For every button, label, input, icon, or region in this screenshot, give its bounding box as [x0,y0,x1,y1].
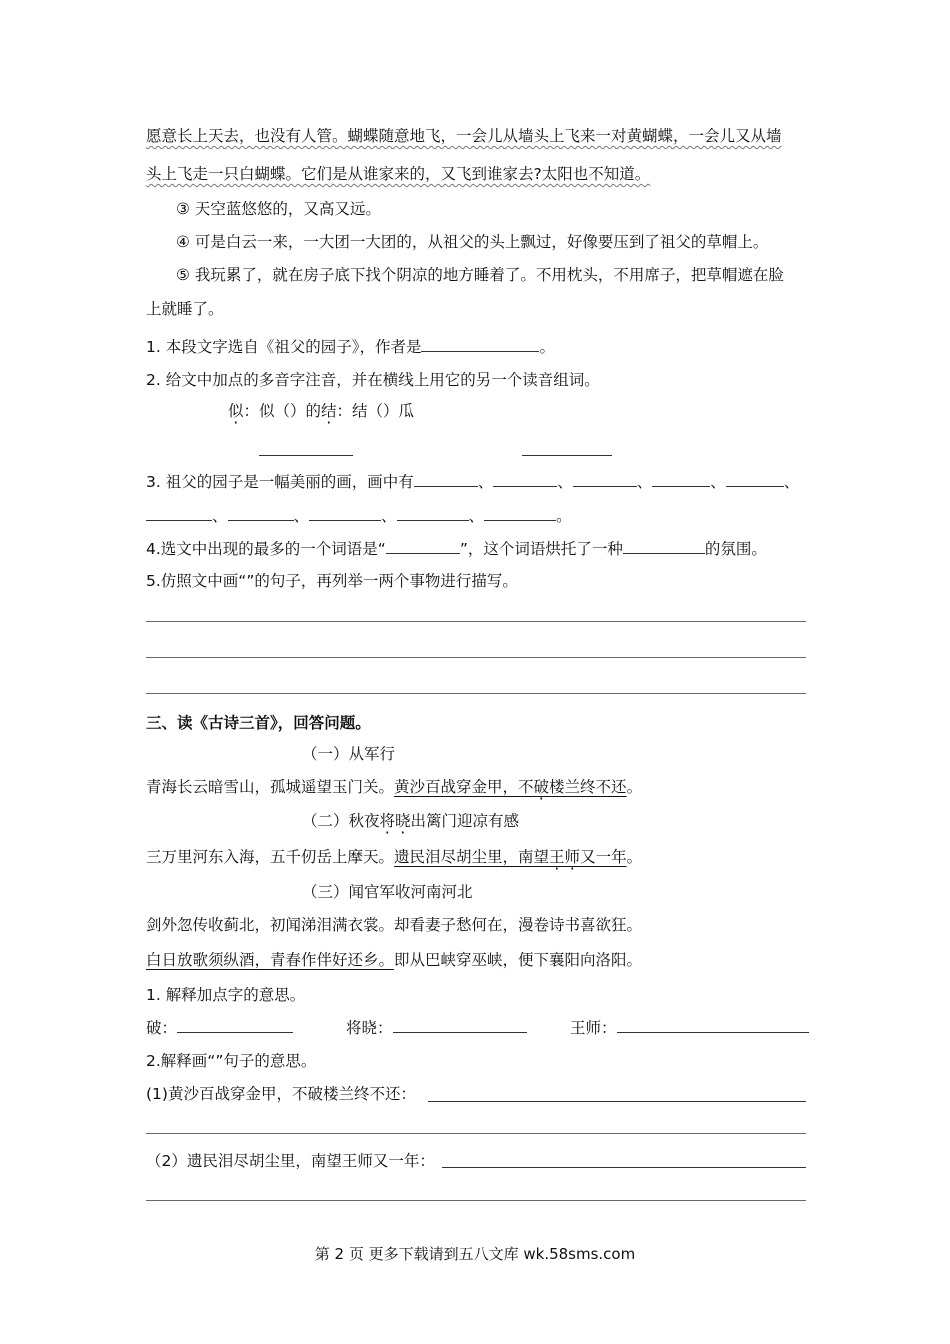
answer-blank[interactable] [177,1018,293,1033]
question-3-cont: 、 、 、 、 。 [146,506,572,526]
poem-1-text: 青海长云暗雪山，孤城遥望玉门关。黄沙百战穿金甲，不破楼兰终不还。 [146,778,643,796]
question-3: 3. 祖父的园子是一幅美丽的画，画中有 、 、 、 、 、 [146,473,800,491]
answer-blank[interactable] [652,472,710,487]
passage-para-5b: 上就睡了。 [146,300,224,318]
answer-blank[interactable] [493,472,557,487]
section-3-question-1: 1. 解释加点字的意思。 [146,986,306,1004]
poem-3-line-2: 白日放歌须纵酒，青春作伴好还乡。即从巴峡穿巫峡，便下襄阳向洛阳。 [146,951,643,969]
answer-blank[interactable] [421,337,539,352]
answer-blank[interactable] [573,472,637,487]
answer-blank[interactable] [484,506,556,521]
poem-2-text: 三万里河东入海，五千仞岳上摩天。遗民泪尽胡尘里，南望王师又一年。 [146,848,643,866]
answer-blank[interactable] [397,506,469,521]
poem-1-title: （一）从军行 [302,745,396,763]
section-3-title: 三、读《古诗三首》，回答问题。 [146,714,371,732]
poem-3-title: （三）闻官军收河南河北 [302,883,473,901]
answer-blank[interactable] [146,506,212,521]
passage-para-4: ④ 可是白云一来，一大团一大团的，从祖父的头上飘过，好像要压到了祖父的草帽上。 [176,233,769,251]
answer-blank[interactable] [393,1018,527,1033]
answer-line[interactable] [146,657,806,658]
page-footer: 第 2 页 更多下载请到五八文库 wk.58sms.com [314,1245,636,1263]
answer-blank[interactable] [228,506,294,521]
answer-line[interactable] [146,621,806,622]
passage-line-1: 愿意长上天去，也没有人管。蝴蝶随意地飞，一会儿从墙头上飞来一对黄蝴蝶，一会儿又从墙 [146,127,782,145]
poem-2-title: （二）秋夜将晓出篱门迎凉有感 [302,812,520,830]
define-wangshi: 王师： [570,1018,809,1038]
question-2-items: 似：似（）的结：结（）瓜 [228,402,415,420]
answer-line[interactable] [146,693,806,694]
section-3-question-2-2: （2）遗民泪尽胡尘里，南望王师又一年： [146,1152,435,1170]
answer-line[interactable] [442,1166,806,1168]
answer-blank-si[interactable] [259,454,353,456]
question-5: 5.仿照文中画“”的句子，再列举一两个事物进行描写。 [146,572,518,590]
answer-blank[interactable] [414,472,478,487]
answer-blank[interactable] [309,506,381,521]
answer-blank[interactable] [617,1018,809,1033]
answer-blank[interactable] [386,539,460,554]
poem-3-line-1: 剑外忽传收蓟北，初闻涕泪满衣裳。却看妻子愁何在，漫卷诗书喜欲狂。 [146,916,643,934]
define-po: 破： [146,1018,293,1038]
passage-line-2: 头上飞走一只白蝴蝶。它们是从谁家来的，又飞到谁家去?太阳也不知道。 [146,165,651,183]
answer-line[interactable] [428,1100,806,1102]
answer-line[interactable] [146,1133,806,1134]
question-4: 4.选文中出现的最多的一个词语是“ ”，这个词语烘托了一种 的氛围。 [146,540,767,558]
answer-blank[interactable] [726,472,784,487]
section-3-question-2: 2.解释画“”句子的意思。 [146,1052,317,1070]
section-3-question-2-1: (1)黄沙百战穿金甲，不破楼兰终不还： [146,1085,416,1103]
answer-line[interactable] [146,1200,806,1201]
define-jiangxiao: 将晓： [346,1018,527,1038]
question-2: 2. 给文中加点的多音字注音，并在横线上用它的另一个读音组词。 [146,371,600,389]
question-1: 1. 本段文字选自《祖父的园子》，作者是 。 [146,338,555,356]
passage-para-3: ③ 天空蓝悠悠的，又高又远。 [176,200,381,218]
answer-blank[interactable] [623,539,705,554]
passage-para-5a: ⑤ 我玩累了，就在房子底下找个阴凉的地方睡着了。不用枕头，不用席子，把草帽遮在脸 [176,266,784,284]
answer-blank-jie[interactable] [522,454,612,456]
